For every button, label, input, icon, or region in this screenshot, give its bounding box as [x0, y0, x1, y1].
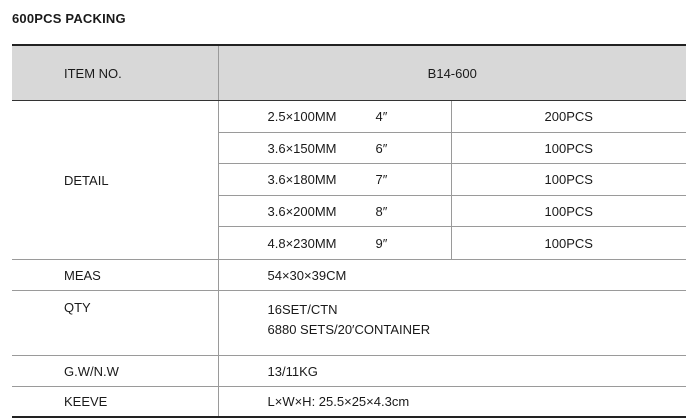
detail-label: DETAIL — [12, 101, 218, 260]
detail-inch: 7″ — [375, 172, 388, 187]
detail-size: 3.6×180MM — [267, 172, 337, 187]
qty-per-carton: 16SET/CTN — [267, 302, 338, 317]
gwnw-value: 13/11KG — [218, 356, 686, 387]
detail-size: 2.5×100MM — [267, 109, 337, 124]
qty-per-container: 6880 SETS/20′CONTAINER — [267, 322, 431, 337]
detail-qty: 100PCS — [451, 227, 686, 260]
qty-label: QTY — [12, 291, 218, 356]
detail-qty: 100PCS — [451, 133, 686, 164]
keeve-row — [12, 387, 686, 418]
detail-inch: 4″ — [375, 109, 388, 124]
keeve-value: L×W×H: 25.5×25×4.3cm — [218, 387, 686, 418]
detail-qty: 100PCS — [451, 196, 686, 227]
detail-size: 3.6×150MM — [267, 140, 337, 156]
keeve-label: KEEVE — [12, 387, 218, 418]
detail-spec — [218, 101, 451, 133]
meas-value: 54×30×39CM — [218, 260, 686, 291]
detail-size: 4.8×230MM — [267, 235, 337, 251]
detail-size: 3.6×200MM — [267, 203, 337, 219]
detail-qty: 200PCS — [451, 101, 686, 133]
qty-value — [218, 291, 686, 356]
table-header-row — [12, 45, 686, 101]
detail-spec — [218, 164, 451, 196]
meas-row — [12, 260, 686, 291]
gwnw-row — [12, 356, 686, 387]
detail-inch: 9″ — [375, 235, 388, 251]
detail-row — [12, 101, 686, 133]
detail-inch: 8″ — [375, 203, 388, 219]
detail-spec — [218, 227, 451, 260]
detail-spec — [218, 133, 451, 164]
gwnw-label: G.W/N.W — [12, 356, 218, 387]
item-no-value: B14-600 — [218, 45, 686, 101]
meas-label: MEAS — [12, 260, 218, 291]
detail-qty: 100PCS — [451, 164, 686, 196]
detail-inch: 6″ — [375, 140, 388, 156]
packing-spec-table — [12, 44, 686, 418]
item-no-label: ITEM NO. — [12, 45, 218, 101]
qty-row — [12, 291, 686, 356]
detail-spec — [218, 196, 451, 227]
page-title: 600PCS PACKING — [12, 11, 126, 26]
